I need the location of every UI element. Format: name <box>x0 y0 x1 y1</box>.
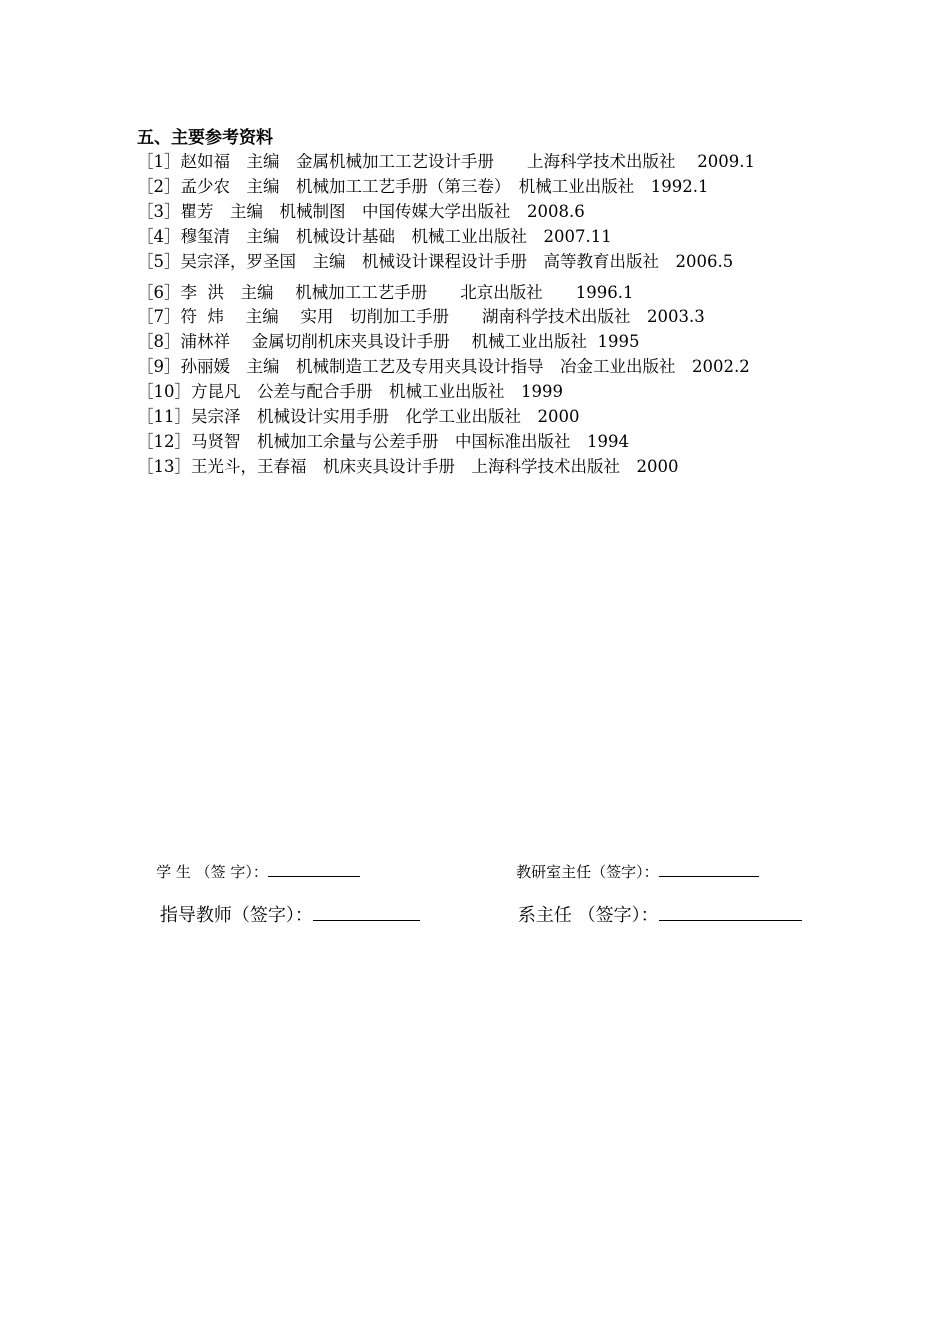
section-heading: 五、主要参考资料 <box>137 128 273 148</box>
reference-item-13: ［13］王光斗，王春福 机床夹具设计手册 上海科学技术出版社 2000 <box>137 457 679 476</box>
reference-item-9: ［9］孙丽媛 主编 机械制造工艺及专用夹具设计指导 冶金工业出版社 2002.2 <box>137 357 750 376</box>
office-head-signature-line[interactable] <box>659 862 759 877</box>
dept-head-signature-label: 系主任 （签字）： <box>517 905 659 926</box>
advisor-signature-line[interactable] <box>313 906 420 921</box>
dept-head-signature <box>495 880 802 952</box>
reference-item-7: ［7］符 炜 主编 实用 切削加工手册 湖南科学技术出版社 2003.3 <box>137 307 705 326</box>
reference-item-5: ［5］吴宗泽，罗圣国 主编 机械设计课程设计手册 高等教育出版社 2006.5 <box>137 252 734 271</box>
office-head-signature-label: 教研室主任（签字）： <box>516 863 659 881</box>
advisor-signature-label: 指导教师（签字）： <box>159 905 313 926</box>
reference-item-11: ［11］吴宗泽 机械设计实用手册 化学工业出版社 2000 <box>137 407 580 426</box>
reference-item-10: ［10］方昆凡 公差与配合手册 机械工业出版社 1999 <box>137 382 563 401</box>
reference-item-1: ［1］赵如福 主编 金属机械加工工艺设计手册 上海科学技术出版社 2009.1 <box>137 152 755 171</box>
reference-item-8: ［8］浦林祥 金属切削机床夹具设计手册 机械工业出版社 1995 <box>137 332 640 351</box>
reference-item-2: ［2］孟少农 主编 机械加工工艺手册（第三卷） 机械工业出版社 1992.1 <box>137 177 709 196</box>
reference-item-3: ［3］瞿芳 主编 机械制图 中国传媒大学出版社 2008.6 <box>137 202 585 221</box>
advisor-signature <box>137 880 420 952</box>
student-signature-line[interactable] <box>268 862 360 877</box>
reference-item-4: ［4］穆玺清 主编 机械设计基础 机械工业出版社 2007.11 <box>137 227 612 246</box>
dept-head-signature-line[interactable] <box>659 906 802 921</box>
reference-item-6: ［6］李 洪 主编 机械加工工艺手册 北京出版社 1996.1 <box>137 283 634 302</box>
reference-item-12: ［12］马贤智 机械加工余量与公差手册 中国标准出版社 1994 <box>137 432 629 451</box>
student-signature-label: 学 生 （签 字）： <box>156 863 268 881</box>
